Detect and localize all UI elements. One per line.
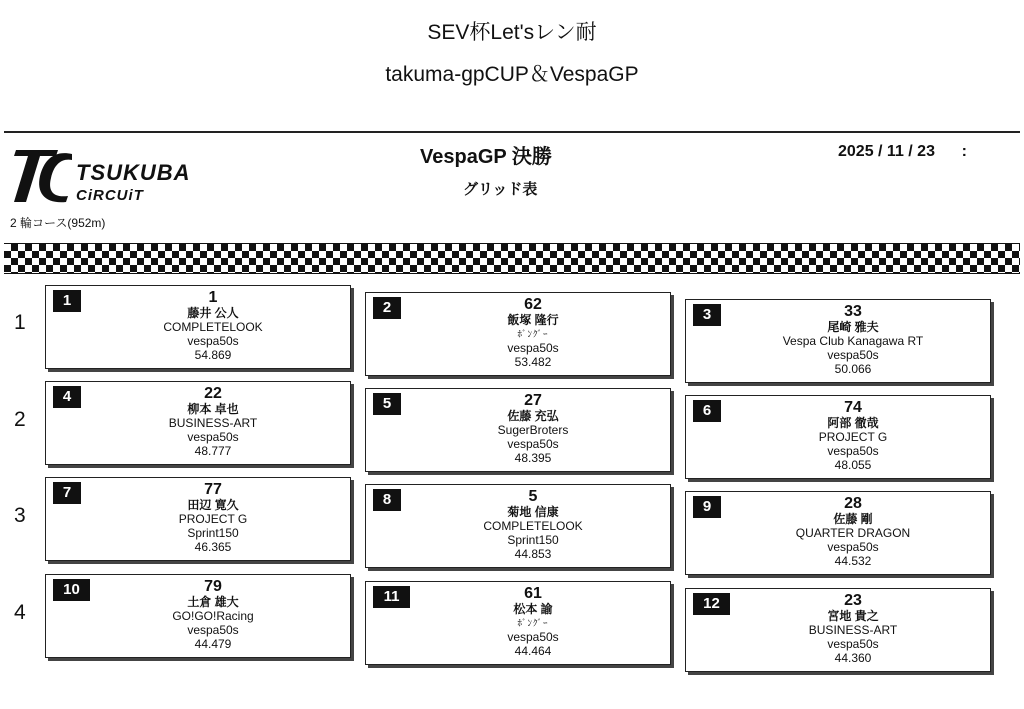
machine-name: Sprint150 [507,533,559,547]
grid-position-badge: 2 [373,297,401,319]
grid-slot [685,588,991,672]
machine-name: vespa50s [187,430,239,444]
team-name: PROJECT G [818,430,888,444]
bike-number: 22 [204,385,222,402]
team-name: SugerBroters [497,423,569,437]
bike-number: 27 [524,392,542,409]
race-title: VespaGP 決勝 [420,146,552,168]
grid-position-badge: 11 [373,586,410,608]
team-name: COMPLETELOOK [483,519,583,533]
rider-name: 宮地 貴之 [827,609,879,623]
grid-position-badge: 12 [693,593,730,615]
bike-number: 79 [204,578,222,595]
bike-number: 33 [844,303,862,320]
row-label-3: 3 [14,504,26,527]
best-lap-time: 44.464 [514,644,552,658]
machine-name: vespa50s [827,348,879,362]
checkered-flag-banner [4,243,1020,274]
best-lap-time: 46.365 [194,540,232,554]
best-lap-time: 44.853 [514,547,552,561]
course-label: 2 輪コース(952m) [10,216,106,230]
team-name: QUARTER DRAGON [795,526,911,540]
best-lap-time: 48.055 [834,458,872,472]
row-label-4: 4 [14,601,26,624]
rider-name: 松本 諭 [513,602,553,616]
header-rule [4,131,1020,133]
machine-name: vespa50s [187,334,239,348]
machine-name: vespa50s [507,437,559,451]
team-name: BUSINESS-ART [168,416,258,430]
machine-name: vespa50s [507,341,559,355]
team-name: Vespa Club Kanagawa RT [782,334,924,348]
grid-slot [45,381,351,465]
event-title: SEV杯Let'sレン耐 [427,21,597,44]
best-lap-time: 53.482 [514,355,552,369]
grid-position-badge: 6 [693,400,721,422]
machine-name: vespa50s [827,444,879,458]
grid-slot [685,299,991,383]
bike-number: 77 [204,481,222,498]
rider-name: 菊地 信康 [507,505,559,519]
grid-position-badge: 8 [373,489,401,511]
team-name: GO!GO!Racing [172,609,254,623]
grid-slot [45,574,351,658]
machine-name: vespa50s [827,540,879,554]
grid-slot [685,491,991,575]
grid-slot [45,285,351,369]
bike-number: 5 [528,488,538,505]
rider-name: 藤井 公人 [187,306,239,320]
machine-name: Sprint150 [187,526,239,540]
bike-number: 61 [524,585,542,602]
best-lap-time: 50.066 [834,362,872,376]
rider-name: 柳本 卓也 [187,402,239,416]
grid-slot [365,292,671,376]
machine-name: vespa50s [827,637,879,651]
race-date: 2025 / 11 / 23 : [838,143,967,160]
grid-slot [365,581,671,665]
row-label-2: 2 [14,408,26,431]
bike-number: 74 [844,399,862,416]
team-name: PROJECT G [178,512,248,526]
grid-position-badge: 1 [53,290,81,312]
grid-slot [45,477,351,561]
team-name: BUSINESS-ART [808,623,898,637]
best-lap-time: 44.532 [834,554,872,568]
team-name: ﾎﾞﾝｸﾞｰ [517,329,549,339]
svg-text:CiRCUiT: CiRCUiT [76,187,144,204]
team-name: ﾎﾞﾝｸﾞｰ [517,618,549,628]
grid-slot [685,395,991,479]
best-lap-time: 44.360 [834,651,872,665]
rider-name: 田辺 寛久 [187,498,239,512]
tsukuba-circuit-logo [10,146,250,208]
event-subtitle: takuma-gpCUP＆VespaGP [385,63,639,86]
team-name: COMPLETELOOK [163,320,263,334]
bike-number: 23 [844,592,862,609]
rider-name: 佐藤 充弘 [507,409,559,423]
best-lap-time: 48.395 [514,451,552,465]
race-subtitle: グリッド表 [463,181,538,198]
grid-position-badge: 4 [53,386,81,408]
grid-position-badge: 7 [53,482,81,504]
machine-name: vespa50s [187,623,239,637]
rider-name: 阿部 徹哉 [827,416,879,430]
grid-position-badge: 9 [693,496,721,518]
bike-number: 62 [524,296,542,313]
bike-number: 1 [208,289,218,306]
rider-name: 土倉 雄大 [187,595,239,609]
bike-number: 28 [844,495,862,512]
rider-name: 尾崎 雅夫 [827,320,879,334]
best-lap-time: 48.777 [194,444,232,458]
svg-text:TSUKUBA: TSUKUBA [76,160,191,185]
row-label-1: 1 [14,311,26,334]
grid-position-badge: 10 [53,579,90,601]
rider-name: 佐藤 剛 [833,512,873,526]
grid-slot [365,484,671,568]
grid-position-badge: 3 [693,304,721,326]
best-lap-time: 54.869 [194,348,232,362]
best-lap-time: 44.479 [194,637,232,651]
machine-name: vespa50s [507,630,559,644]
rider-name: 飯塚 隆行 [507,313,559,327]
grid-position-badge: 5 [373,393,401,415]
grid-slot [365,388,671,472]
